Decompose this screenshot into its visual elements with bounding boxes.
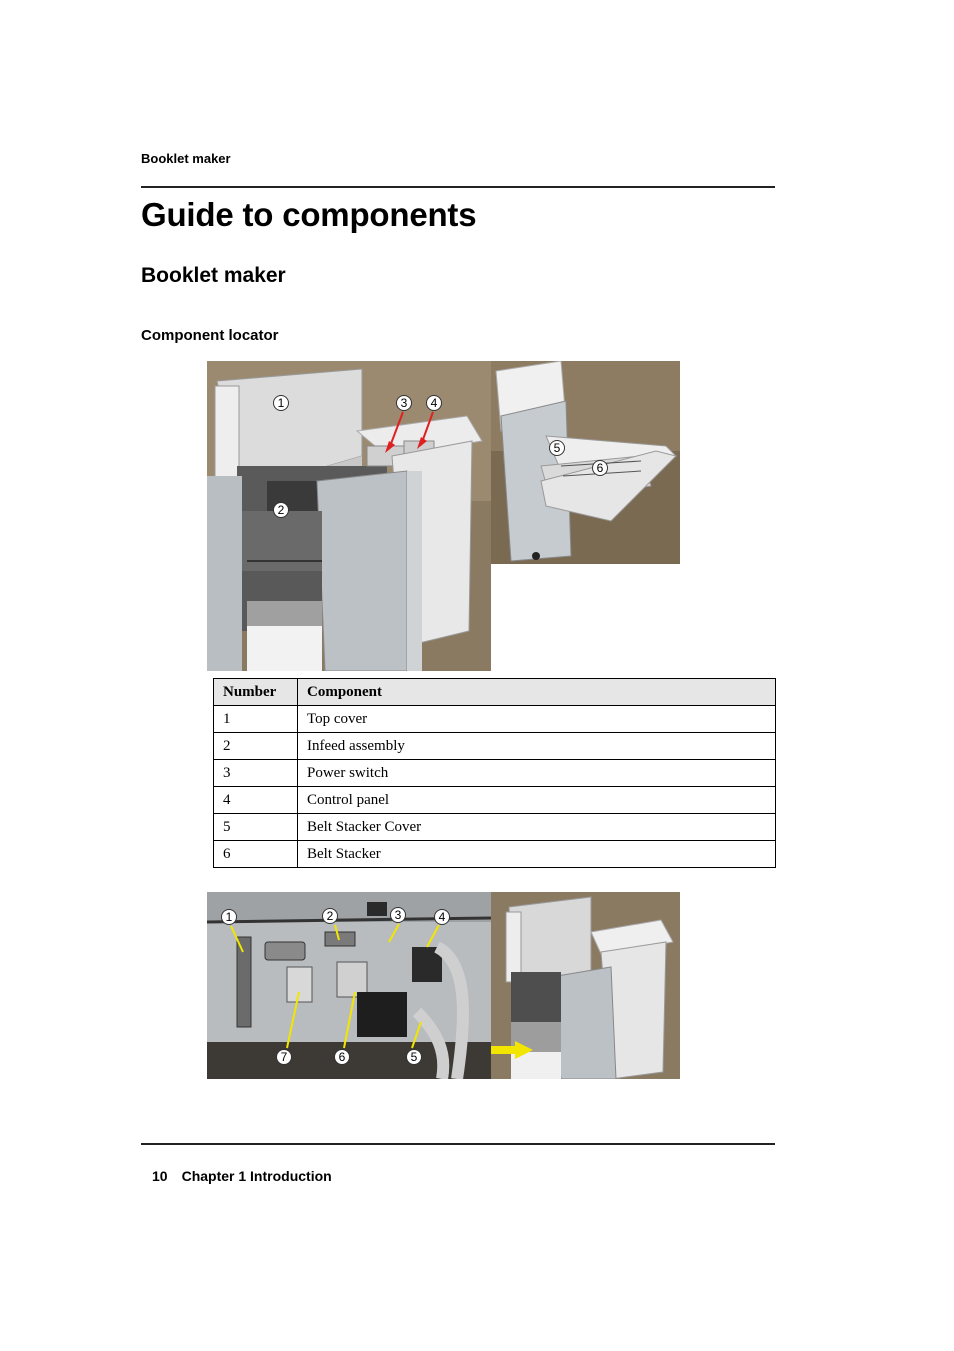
callout-2: 2: [273, 502, 289, 518]
header-rule: [141, 186, 775, 188]
component-table: [213, 678, 776, 868]
callout-7: 7: [276, 1049, 292, 1065]
callout-4: 4: [434, 909, 450, 925]
row-component: Belt Stacker: [298, 841, 776, 868]
page-number: 10: [152, 1168, 168, 1184]
callout-4: 4: [426, 395, 442, 411]
row-number: 1: [214, 706, 298, 733]
footer-rule: [141, 1143, 775, 1145]
row-component: Top cover: [298, 706, 776, 733]
callout-3: 3: [390, 907, 406, 923]
callout-1: 1: [221, 909, 237, 925]
unit-overview-photo: [491, 892, 680, 1079]
header-component: Component: [298, 679, 776, 706]
callout-2: 2: [322, 908, 338, 924]
callout-6: 6: [334, 1049, 350, 1065]
callout-3: 3: [396, 395, 412, 411]
table-row: [214, 814, 776, 841]
row-number: 2: [214, 733, 298, 760]
callout-6: 6: [592, 460, 608, 476]
chapter-title: Chapter 1 Introduction: [181, 1168, 332, 1184]
callout-1: 1: [273, 395, 289, 411]
callout-5: 5: [406, 1049, 422, 1065]
footer: [152, 1168, 332, 1184]
rear-connectors-photo: [207, 892, 491, 1079]
table-row: [214, 760, 776, 787]
yellow-arrow: [491, 892, 680, 1079]
row-component: Belt Stacker Cover: [298, 814, 776, 841]
running-head: Booklet maker: [141, 151, 231, 166]
table-header-row: [214, 679, 776, 706]
row-component: Infeed assembly: [298, 733, 776, 760]
subsection-heading: Component locator: [141, 327, 279, 344]
row-number: 4: [214, 787, 298, 814]
row-component: Power switch: [298, 760, 776, 787]
yellow-leader-lines: [207, 892, 491, 1079]
belt-stacker-photo-illustration: [491, 361, 680, 564]
booklet-maker-photo: [207, 361, 491, 671]
table-row: [214, 841, 776, 868]
table-row: [214, 706, 776, 733]
callout-5: 5: [549, 440, 565, 456]
row-number: 5: [214, 814, 298, 841]
row-number: 6: [214, 841, 298, 868]
table-row: [214, 733, 776, 760]
header-number: Number: [214, 679, 298, 706]
belt-stacker-photo: [491, 361, 680, 564]
red-arrows: [207, 361, 491, 671]
section-heading: Booklet maker: [141, 264, 286, 287]
row-number: 3: [214, 760, 298, 787]
table-row: [214, 787, 776, 814]
page-title: Guide to components: [141, 196, 477, 233]
row-component: Control panel: [298, 787, 776, 814]
